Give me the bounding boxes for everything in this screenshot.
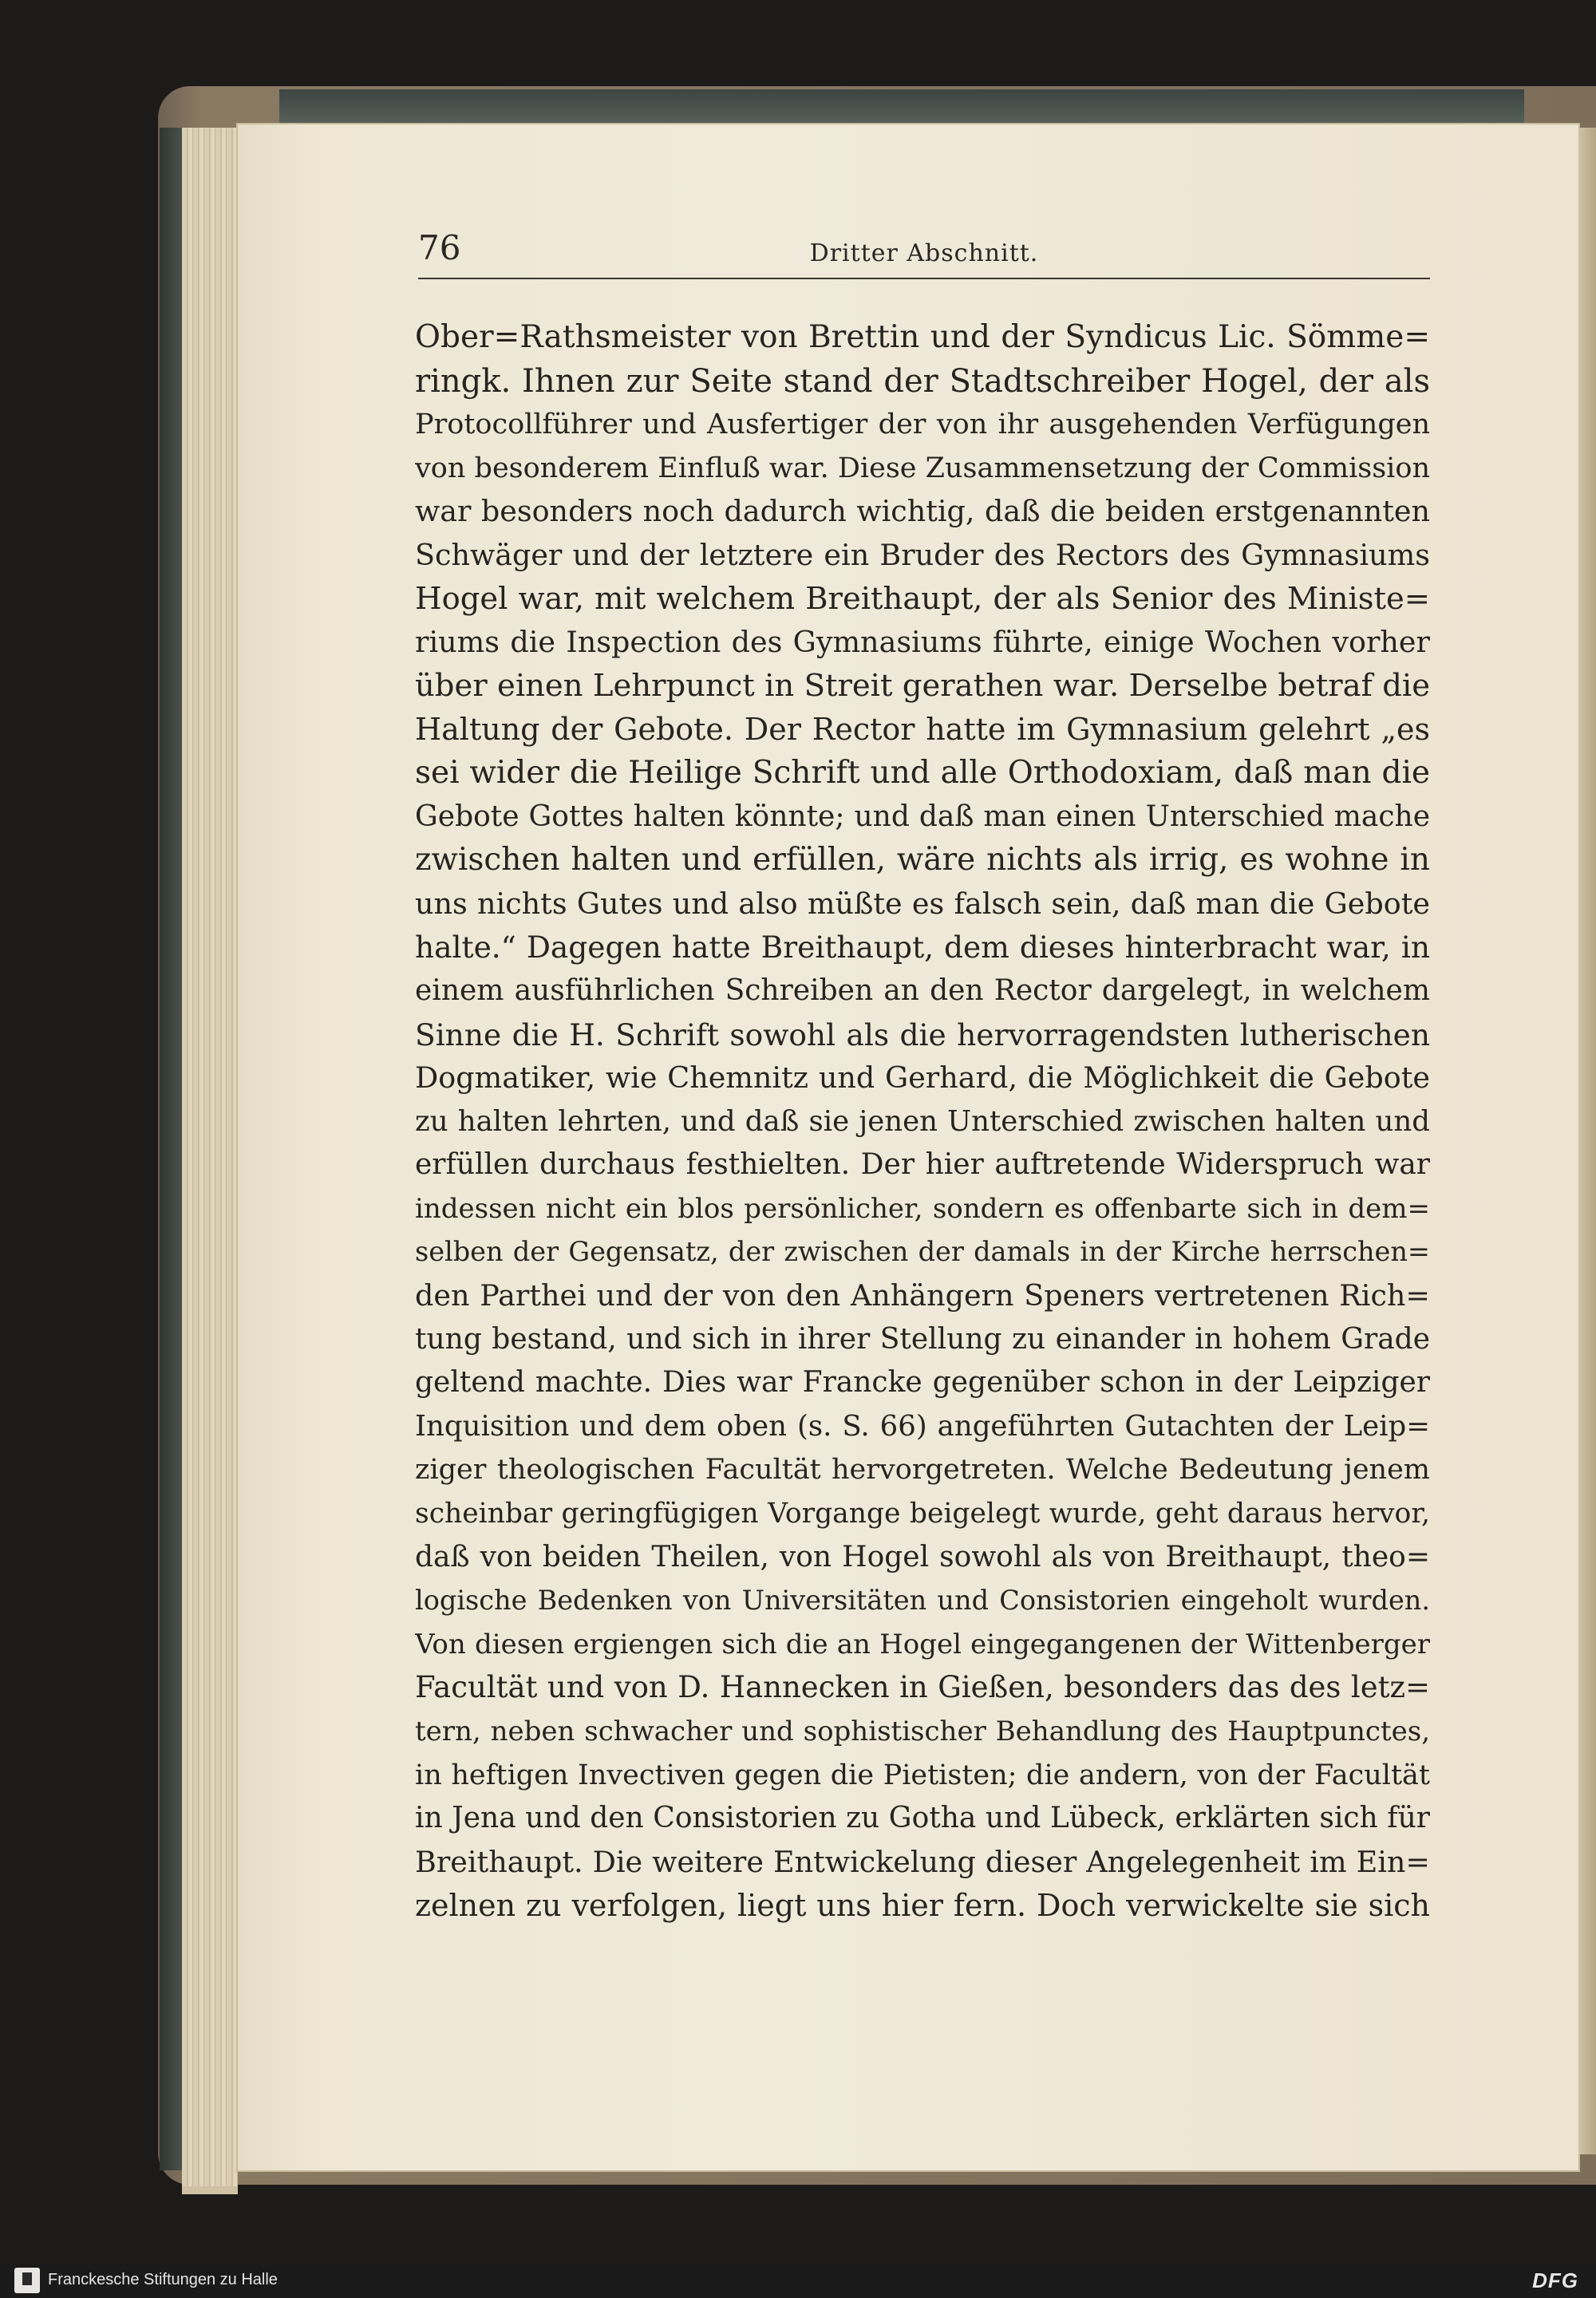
text-line: Breithaupt. Die weitere Entwickelung dieser Angelegenheit im Ein=	[415, 1844, 1430, 1879]
institution-logo-icon	[14, 2268, 40, 2293]
text-line: Hogel war, mit welchem Breithaupt, der als Senior des Ministe=	[415, 580, 1430, 617]
dfg-logo: DFG	[1532, 2268, 1578, 2292]
text-line: scheinbar geringfügigen Vorgange beigelegt wurde, geht daraus hervor,	[415, 1498, 1430, 1530]
text-line: zelnen zu verfolgen, liegt uns hier fern. Doch verwickelte sie sich	[415, 1888, 1430, 1924]
text-line: sei wider die Heilige Schrift und alle Orthodoxiam, daß man die	[415, 754, 1430, 791]
text-line: Ober=Rathsmeister von Brettin und der Syndicus Lic. Sömme=	[415, 319, 1430, 355]
text-line: zwischen halten und erfüllen, wäre nichts als irrig, es wohne in	[415, 842, 1430, 879]
page-fore-edge	[1578, 128, 1596, 2154]
text-line: riums die Inspection des Gymnasiums führte, einige Wochen vorher	[415, 625, 1430, 660]
text-line: uns nichts Gutes und also müßte es falsch sein, daß man die Gebote	[415, 886, 1430, 921]
text-line: ringk. Ihnen zur Seite stand der Stadtschreiber Hogel, der als	[415, 362, 1430, 400]
footer-bar	[0, 2263, 1596, 2298]
text-line: logische Bedenken von Universitäten und Consistorien eingeholt wurden.	[415, 1585, 1430, 1617]
text-line: Haltung der Gebote. Der Rector hatte im Gymnasium gelehrt „es	[415, 712, 1430, 748]
text-line: war besonders noch dadurch wichtig, daß die beiden erstgenannten	[415, 494, 1430, 529]
text-line: in heftigen Invectiven gegen die Pietisten; die andern, von der Facultät	[415, 1759, 1430, 1791]
cover-spine-edge	[160, 128, 182, 2170]
text-line: über einen Lehrpunct in Streit gerathen war. Derselbe betraf die	[415, 667, 1430, 704]
text-line: ziger theologischen Facultät hervorgetreten. Welche Bedeutung jenem	[415, 1454, 1430, 1487]
text-line: zu halten lehrten, und daß sie jenen Unterschied zwischen halten und	[415, 1104, 1430, 1138]
text-line: in Jena und den Consistorien zu Gotha und Lübeck, erklärten sich für	[415, 1802, 1430, 1835]
running-head	[418, 228, 1430, 279]
text-line: Sinne die H. Schrift sowohl als die hervorragendsten lutherischen	[415, 1017, 1430, 1052]
cover-top-edge	[279, 89, 1524, 123]
text-line: geltend machte. Dies war Francke gegenüber schon in der Leipziger	[415, 1366, 1430, 1400]
text-line: einem ausführlichen Schreiben an den Rector dargelegt, in welchem	[415, 973, 1430, 1007]
text-line: Inquisition und dem oben (s. S. 66) angeführten Gutachten der Leip=	[415, 1409, 1430, 1443]
text-line: Gebote Gottes halten könnte; und daß man einen Unterschied mache	[415, 800, 1430, 833]
text-line: den Parthei und der von den Anhängern Speners vertretenen Rich=	[415, 1278, 1430, 1313]
text-line: erfüllen durchaus festhielten. Der hier auftretende Widerspruch war	[415, 1148, 1430, 1182]
page-number: 76	[418, 228, 461, 267]
text-line: Dogmatiker, wie Chemnitz und Gerhard, die Möglichkeit die Gebote	[415, 1060, 1430, 1096]
text-line: daß von beiden Theilen, von Hogel sowohl als von Breithaupt, theo=	[415, 1540, 1430, 1573]
text-line: von besonderem Einfluß war. Diese Zusammensetzung der Commission	[415, 452, 1430, 484]
text-line: Schwäger und der letztere ein Bruder des Rectors des Gymnasiums	[415, 537, 1430, 572]
text-line: Facultät und von D. Hannecken in Gießen, besonders das des letz=	[415, 1670, 1430, 1705]
text-line: halte.“ Dagegen hatte Breithaupt, dem dieses hinterbracht war, in	[415, 930, 1430, 965]
text-line: Von diesen ergiengen sich die an Hogel eingegangenen der Wittenberger	[415, 1628, 1430, 1660]
body-text	[415, 316, 1430, 1928]
page-stack	[182, 128, 238, 2194]
institution-name: Franckesche Stiftungen zu Halle	[48, 2271, 278, 2288]
text-line: tung bestand, und sich in ihrer Stellung zu einander in hohem Grade	[415, 1322, 1430, 1356]
text-line: tern, neben schwacher und sophistischer Behandlung des Hauptpunctes,	[415, 1716, 1430, 1747]
text-line: indessen nicht ein blos persönlicher, sondern es offenbarte sich in dem=	[415, 1192, 1430, 1225]
text-line: selben der Gegensatz, der zwischen der damals in der Kirche herrschen=	[415, 1236, 1430, 1268]
running-head-title: Dritter Abschnitt.	[809, 239, 1039, 267]
text-line: Protocollführer und Ausfertiger der von ihr ausgehenden Verfügungen	[415, 409, 1430, 441]
